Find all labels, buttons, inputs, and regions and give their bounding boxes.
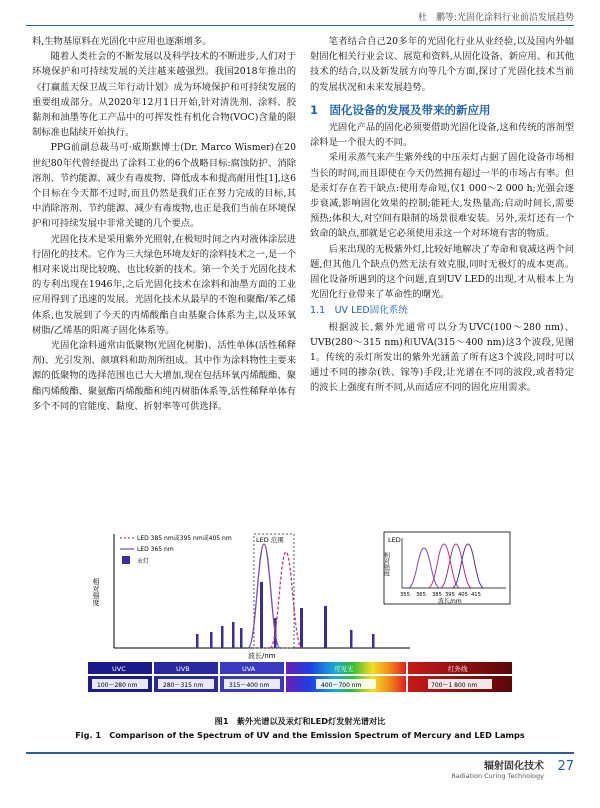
- inset-tick: 395: [445, 592, 455, 598]
- band-name: 可见光: [334, 665, 354, 673]
- figure-caption-en: Fig. 1 Comparison of the Spectrum of UV and the Emission Spectrum of Mercury and LED Lamps: [75, 730, 525, 740]
- legend-led365: LED 365 nm: [137, 546, 174, 553]
- running-header: 杜 鹏等:光固化涂料行业前沿发展趋势: [417, 13, 574, 23]
- header-rule: [26, 25, 574, 26]
- paragraph: PPG前副总裁马可·威斯默博士(Dr. Marco Wismer)在20世纪80年代曾经提出了涂料工业的6个战略目标:腐蚀防护、消除溶剂、节约能源、减少有毒废物、降低成本和提高耐用性[1],这6个目标在今天都不过时,而且仍然是我们正在努力完成的目标,其中消除溶剂、节约能源、减少有毒废物,也正是我们当前在环境保护和可持续发展中非常关键的几个要点。: [32, 142, 296, 230]
- spectrum-figure: [88, 522, 512, 712]
- paragraph: 料,生物基原料在光固化中应用也逐渐增多。: [32, 36, 212, 47]
- inset-tick: 415: [471, 592, 481, 598]
- inset-tick: 355: [400, 592, 410, 598]
- paragraph: 采用汞蒸气来产生紫外线的中压汞灯占据了固化设备市场相当长的时间,而且即使在今天仍然拥有超过一半的市场占有率。但是汞灯存在若干缺点:使用寿命短,仅1 000～2 000 h;光强会逐步衰减,影响固化效果的控制;能耗大,发热量高;启动时间长,需要预热;体积大,对空间有限制的场景很难安装。另外,汞灯还有一个致命的缺点,那就是它必须使用汞这一个对环境有害的物质。: [310, 152, 574, 240]
- paragraph: 光固化产品的固化必须要借助光固化设备,这和传统的溶剂型涂料是一个很大的不同。: [310, 122, 574, 149]
- inset-title: LED: [388, 536, 401, 544]
- x-axis-label: 波长/nm: [248, 652, 276, 660]
- paragraph: 笔者结合自己20多年的光固化行业从业经验,以及国内外辐射固化相关行业会议、展览和资料,从固化设备、新应用、和其他技术的结合,以及新发展方向等几个方面,探讨了光固化技术当前的发展状况和未来发展趋势。: [310, 36, 574, 93]
- right-column: [310, 34, 574, 396]
- band-range: 700～1 800 nm: [431, 682, 478, 689]
- spectrum-band-strip: [88, 662, 512, 692]
- band-name: UVA: [242, 665, 256, 673]
- inset-tick: 405: [458, 592, 468, 598]
- paragraph: 光固化涂料通常由低聚物(光固化树脂)、活性单体(活性稀释剂)、光引发剂、颜填料和助剂所组成。其中作为涂料物性主要来源的低聚物的选择范围也已大大增加,现在包括环氧丙烯酸酯、聚酯丙烯酸酯、聚氨酯丙烯酸酯和纯丙树脂体系等,活性稀释单体有多个不同的官能度、黏度、折射率等可供选择。: [32, 340, 296, 412]
- journal-name: 辐射固化技术: [484, 761, 544, 772]
- band-name: 红外线: [448, 665, 468, 673]
- subsection-title: 1.1 UV LED固化系统: [310, 305, 408, 317]
- section-title: 1 固化设备的发展及带来的新应用: [310, 102, 491, 117]
- legend-led-long: LED 385 nm或395 nm或405 nm: [137, 535, 232, 542]
- figure-1: [88, 522, 512, 712]
- band-range: 280～315 nm: [163, 682, 204, 689]
- footer-rule: [26, 752, 574, 754]
- band-range: 315～400 nm: [229, 682, 270, 689]
- paragraph: 根据波长,紫外光通常可以分为UVC(100～280 nm)、UVB(280～315 nm)和UVA(315～400 nm)这3个波段,见图1。传统的汞灯所发出的紫外光涵盖了所有这3个波段,同时可以通过不同的掺杂(铁、镓等)手段,让光谱在不同的波段,或者特定的波长上强度有所不同,从而适应不同的固化应用需求。: [310, 321, 574, 394]
- legend-mercury: 汞灯: [137, 558, 150, 565]
- inset-tick: 385: [432, 592, 442, 598]
- mercury-lines: [196, 582, 375, 648]
- inset-x-label: 波长/nm: [438, 598, 462, 605]
- paragraph: 后来出现的无极紫外灯,比较好地解决了寿命和衰减这两个问题,但其他几个缺点仍然无法有效克服,同时无极灯的成本更高。固化设备所遇到的这个问题,直到UV LED的出现,才从根本上为光固化行业带来了革命性的曙光。: [310, 243, 574, 301]
- y-axis-label: 相对强度: [92, 578, 100, 606]
- band-name: UVB: [176, 665, 190, 673]
- paragraph: 随着人类社会的不断发展以及科学技术的不断进步,人们对于环境保护和可持续发展的关注越来越强烈。我国2018年推出的《打赢蓝天保卫战三年行动计划》成为环境保护和可持续发展的重要组成部分。从2020年12月1日开始,针对清洗剂、涂料、胶黏剂和油墨等化工产品中的可挥发性有机化合物(VOC)含量的限制标准也陆续开始执行。: [32, 51, 296, 139]
- journal-name-en: Radiation Curing Technology: [451, 772, 544, 780]
- band-range: 400～700 nm: [321, 682, 362, 689]
- page-number: 27: [557, 759, 574, 774]
- inset-tick: 365: [416, 592, 426, 598]
- band-name: UVC: [112, 665, 126, 673]
- inset-chart: [383, 532, 511, 605]
- legend-swatch-mercury: [122, 556, 130, 564]
- inset-y-label: 相对强度: [382, 552, 390, 576]
- paragraph: 光固化技术是采用紫外光照射,在极短时间之内对液体涂层进行固化的技术。它作为三大绿色环境友好的涂料技术之一,是一个相对来说出现比较晚、也比较新的技术。第一个关于光固化技术的专利出现在1946年,之后光固化技术在涂料和油墨方面的工业应用得到了迅速的发展。光固化技术从最早的不饱和聚酯/苯乙烯体系,也发展到了今天的丙烯酸酯自由基聚合体系为主,以及环氧树脂/乙烯基的阳离子固化体系等。: [32, 233, 296, 336]
- led-range-label: LED 范围: [256, 536, 284, 544]
- left-column: [32, 34, 296, 414]
- led-long-curve: [270, 552, 302, 648]
- band-range: 100～280 nm: [97, 682, 138, 689]
- figure-caption-cn: 图1 紫外光谱以及汞灯和LED灯发射光谱对比: [214, 716, 386, 726]
